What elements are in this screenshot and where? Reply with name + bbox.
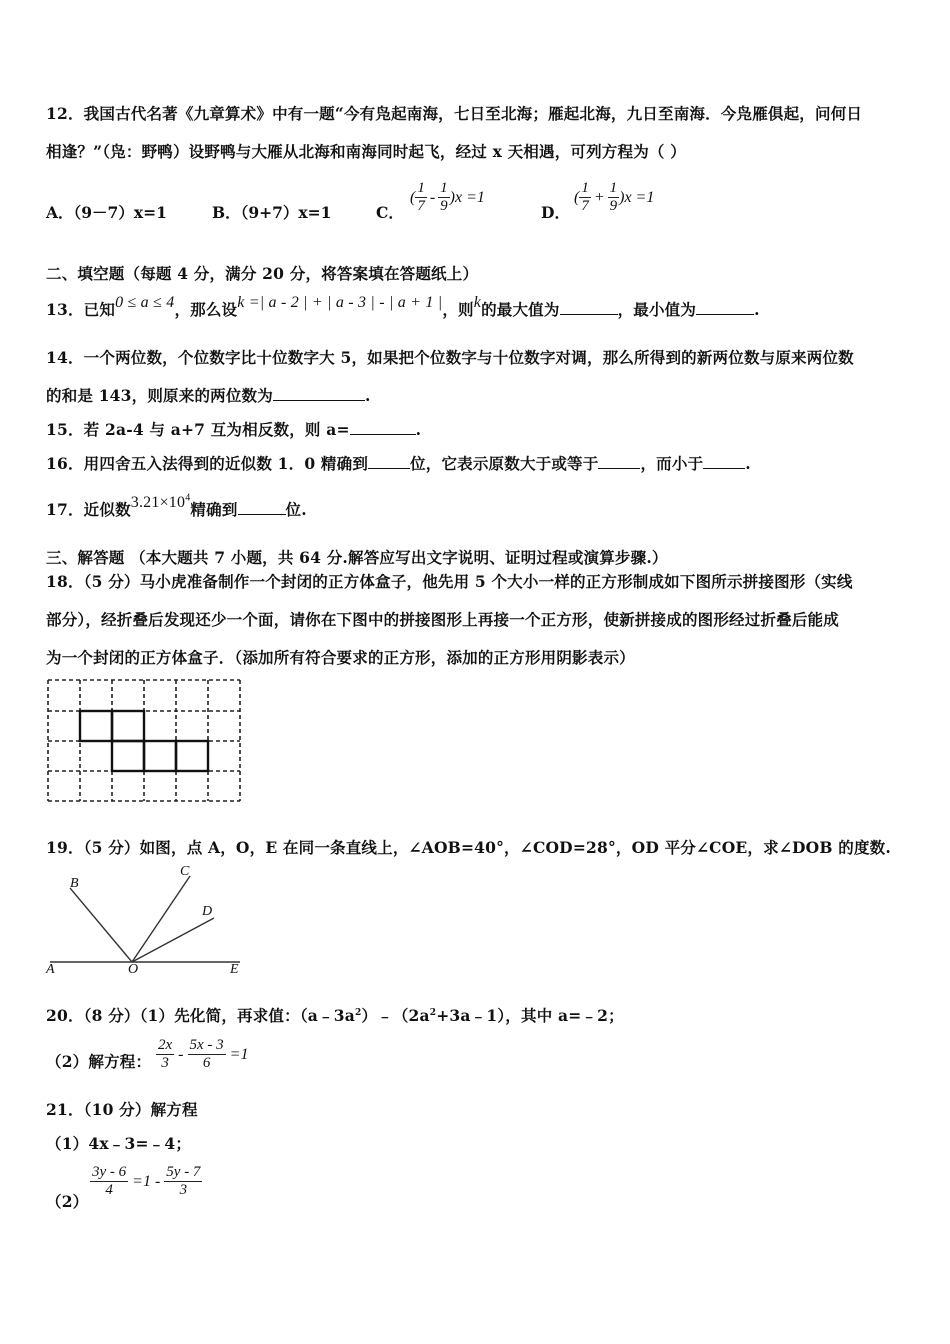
q17-exponent: 4 (185, 492, 191, 504)
q16-blank-3 (703, 454, 745, 469)
label-a: A (46, 962, 55, 977)
label-b: B (70, 876, 79, 891)
q12-option-b: B．（9+7）x=1 (212, 203, 332, 222)
section2-title: 二、填空题（每题 4 分，满分 20 分，将答案填在答题纸上） (46, 264, 479, 283)
q20-part2-label: （2）解方程： (46, 1052, 152, 1071)
q14-line2 (46, 384, 371, 406)
q13-max-label: 的最大值为 (481, 300, 560, 319)
q13 (46, 294, 760, 320)
section3-title: 三、解答题 （本大题共 7 小题，共 64 分.解答应写出文字说明、证明过程或演算步骤.） (46, 548, 668, 567)
q13-k: k (473, 294, 482, 311)
q16-text-c: ，而小于 (640, 454, 704, 473)
q17-text-a: 17．近似数 (46, 500, 131, 519)
q20-text-b: ）﹣（2a (361, 1006, 430, 1025)
q12-option-c (376, 201, 404, 223)
label-c: C (180, 864, 190, 879)
q15-text: 15．若 2a-4 与 a+7 互为相反数，则 a= (46, 420, 350, 439)
frac-den: 3 (179, 1182, 188, 1198)
q20-equation (156, 1037, 248, 1072)
q20-text-a: 20．（8 分）（1）先化简，再求值：（a﹣3a (46, 1006, 355, 1025)
q21-part2-label: （2） (46, 1192, 89, 1211)
q21-equation (90, 1164, 202, 1199)
q15 (46, 418, 421, 440)
q15-end: . (415, 420, 422, 439)
label-d: D (202, 904, 213, 919)
frac-den: 9 (440, 198, 448, 214)
frac-num: 2x (158, 1037, 173, 1053)
paren-open: ( (410, 188, 416, 206)
q12-option-d-formula (574, 180, 654, 215)
frac-den: 9 (609, 198, 618, 214)
q16-end: . (745, 454, 751, 473)
q12-line2: 相逢？”（凫：野鸭）设野鸭与大雁从北海和南海同时起飞，经过 x 天相遇，可列方程为（ ） (46, 142, 686, 161)
q20-sup-1: 2 (354, 1007, 362, 1018)
q16-blank-1 (368, 454, 410, 469)
q13-mid: ，那么设 (174, 300, 238, 319)
q13-max-blank (560, 300, 618, 315)
operator: - (429, 188, 436, 206)
q18-line2: 部分），经折叠后发现还少一个面，请你在下图中的拼接图形上再接一个正方形，使新拼接成的图形经过折叠后能成 (46, 610, 839, 629)
q14-line2-text: 的和是 143，则原来的两位数为 (46, 386, 273, 405)
q14-blank (273, 386, 365, 401)
q21-title: 21．（10 分）解方程 (46, 1100, 198, 1119)
q18-line3: 为一个封闭的正方体盒子．（添加所有符合要求的正方形，添加的正方形用阴影表示） (46, 648, 635, 667)
q14-line1: 14．一个两位数，个位数字比十位数字大 5，如果把个位数字与十位数字对调，那么所得到的新两位数与原来两位数 (46, 348, 854, 367)
operator: + (593, 188, 605, 206)
q12-option-c-label: C． (376, 203, 404, 222)
q12-option-c-formula (410, 180, 485, 215)
paren-close: )x =1 (619, 188, 655, 206)
label-o: O (128, 962, 139, 977)
q18-line1: 18．（5 分）马小虎准备制作一个封闭的正方体盒子，他先用 5 个大小一样的正方形制成如下图所示拼接图形（实线 (46, 572, 853, 591)
frac-num: 5y - 7 (166, 1164, 201, 1180)
frac-num: 1 (440, 180, 448, 196)
frac-num: 1 (609, 180, 618, 196)
frac-num: 1 (581, 180, 589, 196)
frac-den: 7 (417, 198, 425, 214)
frac-den: 6 (202, 1055, 211, 1071)
q14-end: . (364, 386, 371, 405)
q13-condition: 0 ≤ a ≤ 4 (115, 294, 175, 311)
paren-close: )x =1 (449, 188, 485, 206)
label-e: E (230, 962, 239, 977)
q13-end: . (754, 300, 760, 319)
q12-option-d (541, 201, 570, 223)
paren-open: ( (574, 188, 580, 206)
q17-text-b: 精确到 (190, 500, 238, 519)
q13-then: ，则 (442, 300, 474, 319)
q17-mantissa: 3.21×10 (130, 494, 186, 511)
q17-number (131, 494, 191, 511)
frac-den: 7 (581, 198, 589, 214)
q21-part1: （1）4x﹣3=﹣4； (46, 1134, 192, 1153)
q13-expression: k =| a - 2 | + | a - 3 | - | a + 1 | (237, 294, 443, 311)
q12-option-a: A．（9－7）x=1 (46, 203, 167, 222)
q13-min-label: ，最小值为 (617, 300, 697, 319)
rhs: =1 (229, 1045, 249, 1063)
q20-sup-2: 2 (429, 1007, 437, 1018)
frac-num: 5x - 3 (189, 1037, 224, 1053)
q16 (46, 452, 751, 474)
operator: - (178, 1045, 184, 1063)
q18-net-figure (46, 678, 242, 804)
mid: =1 - (132, 1172, 161, 1190)
q12-option-d-label: D． (541, 203, 570, 222)
q20-part1 (46, 1004, 624, 1026)
q13-prefix: 13．已知 (46, 300, 116, 319)
q12-line1: 12．我国古代名著《九章算术》中有一题“今有凫起南海，七日至北海；雁起北海，九日至南海．今凫雁俱起，问何日 (46, 104, 863, 123)
q13-min-blank (696, 300, 754, 315)
q19-text: 19．（5 分）如图，点 A，O，E 在同一条直线上，∠AOB=40°，∠COD=28°，OD 平分∠COE，求∠DOB 的度数. (46, 838, 891, 857)
q20-text-c: +3a﹣1），其中 a=﹣2； (436, 1006, 624, 1025)
q16-text-a: 16．用四舍五入法得到的近似数 1．0 精确到 (46, 454, 369, 473)
q16-text-b: 位，它表示原数大于或等于 (410, 454, 599, 473)
q16-blank-2 (598, 454, 640, 469)
q17-blank (238, 500, 286, 515)
frac-den: 3 (161, 1055, 169, 1071)
frac-num: 3y - 6 (92, 1164, 127, 1180)
frac-den: 4 (105, 1182, 113, 1198)
frac-num: 1 (417, 180, 425, 196)
q17-end: 位. (285, 500, 307, 519)
q17 (46, 492, 307, 520)
q15-blank (350, 420, 416, 435)
